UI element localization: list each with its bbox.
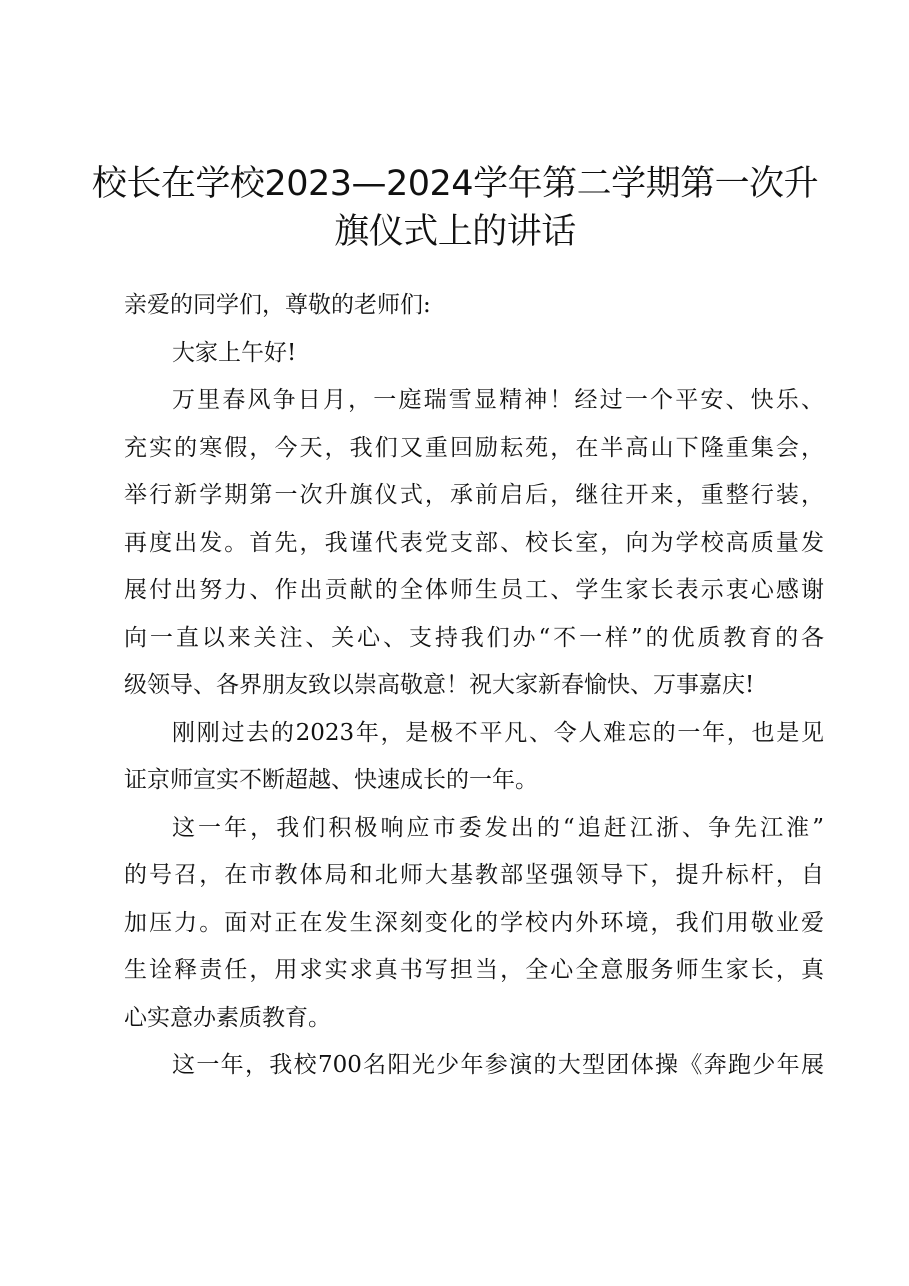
- body-line: 亲爱的同学们，尊敬的老师们:: [124, 292, 431, 318]
- body-line: 展付出努力、作出贡献的全体师生员工、学生家长表示衷心感谢: [124, 577, 824, 603]
- body-line: 生诠释责任，用求实求真书写担当，全心全意服务师生家长，真: [124, 957, 824, 983]
- body-line: 这一年，我校700名阳光少年参演的大型团体操《奔跑少年展: [172, 1052, 824, 1078]
- document-title: [80, 160, 830, 256]
- body-line: 向一直以来关注、关心、支持我们办“不一样”的优质教育的各: [124, 624, 824, 651]
- title-line-1: 校长在学校2023—2024学年第二学期第一次升: [91, 164, 819, 204]
- body-line: 心实意办素质教育。: [124, 1004, 331, 1031]
- body-line: 加压力。面对正在发生深刻变化的学校内外环境，我们用敬业爱: [124, 909, 824, 936]
- title-line-2: 旗仪式上的讲话: [334, 212, 576, 252]
- body-line: 再度出发。首先，我谨代表党支部、校长室，向为学校高质量发: [124, 529, 824, 556]
- body-line: 举行新学期第一次升旗仪式，承前启后，继往开来，重整行装，: [124, 482, 824, 508]
- document-body: [124, 282, 824, 1090]
- body-line: 证京师宣实不断超越、快速成长的一年。: [124, 767, 538, 793]
- body-line: 这一年，我们积极响应市委发出的“追赶江浙、争先江淮”: [172, 814, 824, 841]
- body-line: 的号召，在市教体局和北师大基教部坚强领导下，提升标杆，自: [124, 862, 824, 888]
- body-line: 级领导、各界朋友致以崇高敬意！祝大家新春愉快、万事嘉庆!: [124, 672, 755, 698]
- body-line: 大家上午好!: [172, 339, 297, 366]
- body-line: 万里春风争日月，一庭瑞雪显精神！经过一个平安、快乐、: [172, 387, 824, 413]
- body-line: 刚刚过去的2023年，是极不平凡、令人难忘的一年，也是见: [172, 719, 824, 746]
- body-line: 充实的寒假，今天，我们又重回励耘苑，在半高山下隆重集会，: [124, 434, 824, 461]
